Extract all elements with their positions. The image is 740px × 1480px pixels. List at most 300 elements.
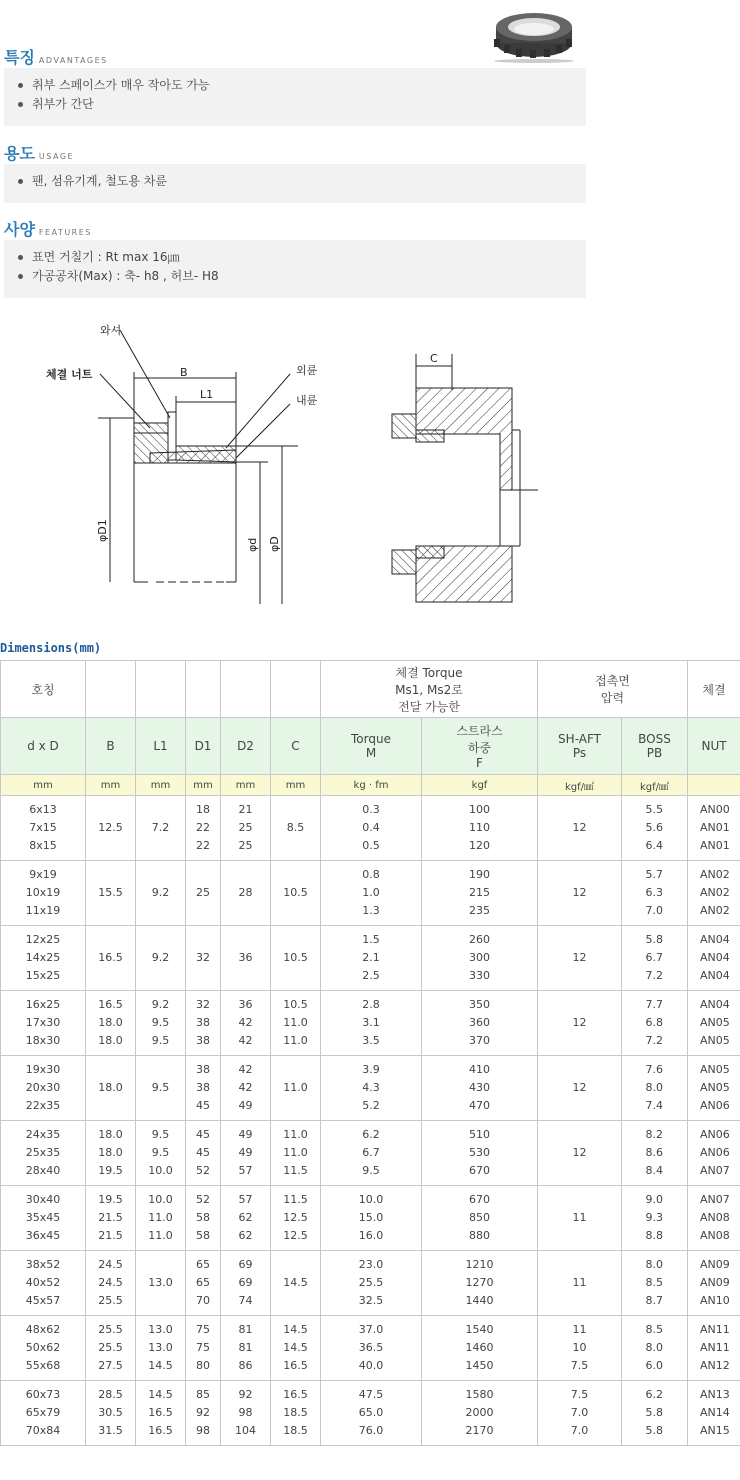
cell-value: AN01 [700, 839, 730, 852]
cell-value: AN05 [700, 1063, 730, 1076]
cell-value: 0.4 [362, 821, 380, 834]
cell-value: 21.5 [98, 1229, 123, 1242]
cell-m [321, 796, 422, 861]
cell-pb [622, 861, 688, 926]
header-row-2 [1, 718, 740, 775]
cell-value: 1.0 [362, 886, 380, 899]
cell-dxd [1, 1251, 86, 1316]
cell-value: 12 [572, 1016, 587, 1029]
drawing-dim-b: B [180, 366, 188, 379]
drawing-label-nut: 체결 너트 [46, 368, 93, 381]
cell-dxd [1, 1186, 86, 1251]
cell-value: 65x79 [25, 1406, 61, 1419]
cell-value: 8.5 [286, 821, 305, 834]
cell-dxd [1, 991, 86, 1056]
cell-d1 [186, 861, 221, 926]
cell-value: 11.0 [283, 1034, 308, 1047]
cell-d2 [221, 1251, 271, 1316]
cell-value: 104 [235, 1424, 256, 1437]
cell-value: 75 [196, 1323, 210, 1336]
cell-value: 32 [196, 951, 210, 964]
cell-value: 42 [238, 1081, 253, 1094]
cell-value: 9.5 [151, 1146, 170, 1159]
cell-value: 48x62 [25, 1323, 61, 1336]
cell-value: 9.0 [645, 1193, 664, 1206]
cell-value: 360 [469, 1016, 490, 1029]
cell-value: 190 [469, 868, 490, 881]
cell-value: 12.5 [98, 821, 123, 834]
cell-c [271, 861, 321, 926]
header-contact-group: 접촉면 압력 [538, 661, 688, 718]
units-row [1, 775, 740, 796]
cell-dxd [1, 1121, 86, 1186]
usage-item: 팬, 섬유기계, 철도용 차륜 [18, 172, 586, 191]
cell-value: 8.2 [645, 1128, 664, 1141]
cell-value: 11 [572, 1211, 587, 1224]
cell-value: 0.8 [362, 868, 380, 881]
cell-value: 45 [196, 1146, 210, 1159]
cell-value: 5.8 [645, 933, 664, 946]
cell-value: 38x52 [25, 1258, 61, 1271]
cell-f [422, 1186, 538, 1251]
cell-value: 8.0 [645, 1081, 664, 1094]
cell-value: 12 [572, 1081, 587, 1094]
cell-value: 330 [469, 969, 490, 982]
advantages-box [4, 68, 586, 126]
cell-value: AN04 [700, 933, 730, 946]
cell-value: 9.3 [645, 1211, 664, 1224]
cell-dxd [1, 861, 86, 926]
cell-value: 49 [238, 1128, 253, 1141]
cell-value: 5.8 [645, 1406, 664, 1419]
cell-value: 81 [238, 1341, 253, 1354]
cell-pb [622, 1316, 688, 1381]
cell-value: AN05 [700, 1034, 730, 1047]
cell-value: AN07 [700, 1193, 730, 1206]
cell-value: 7.5 [570, 1388, 589, 1401]
cell-value: 3.5 [362, 1034, 380, 1047]
cell-value: 6.0 [645, 1359, 664, 1372]
cell-value: 57 [238, 1193, 253, 1206]
advantages-item: 취부가 간단 [18, 95, 586, 114]
cell-value: 47.5 [358, 1388, 384, 1401]
cell-value: 25.5 [358, 1276, 384, 1289]
cell-value: 120 [469, 839, 490, 852]
cell-value: AN04 [700, 998, 730, 1011]
table-row-group [1, 861, 740, 926]
cell-b [86, 861, 136, 926]
cell-c [271, 796, 321, 861]
cell-m [321, 1121, 422, 1186]
header-fasten: 체결 [688, 661, 740, 718]
cell-value: 14.5 [148, 1388, 173, 1401]
cell-pb [622, 991, 688, 1056]
cell-value: 57 [238, 1164, 253, 1177]
cell-value: 25 [238, 821, 253, 834]
cell-value: AN12 [700, 1359, 730, 1372]
cell-value: 5.6 [645, 821, 664, 834]
table-row-group [1, 1121, 740, 1186]
cell-dxd [1, 926, 86, 991]
cell-value: 92 [238, 1388, 253, 1401]
cell-value: 9.5 [151, 1016, 170, 1029]
cell-c [271, 1121, 321, 1186]
cell-value: 6.4 [645, 839, 664, 852]
cell-value: 85 [196, 1388, 210, 1401]
cell-value: 16.0 [358, 1229, 384, 1242]
cell-d2 [221, 1316, 271, 1381]
cell-value: 3.1 [362, 1016, 380, 1029]
cell-value: 18.5 [283, 1424, 308, 1437]
cell-value: 16.5 [98, 998, 123, 1011]
cell-value: AN02 [700, 868, 730, 881]
cell-value: 215 [469, 886, 490, 899]
cell-c [271, 1186, 321, 1251]
cell-value: 670 [469, 1164, 490, 1177]
cell-value: 11.0 [283, 1081, 308, 1094]
cell-ps [538, 1121, 622, 1186]
cell-value: 98 [238, 1406, 253, 1419]
col-D1: D1 [186, 718, 221, 775]
cell-value: 17x30 [25, 1016, 61, 1029]
cell-value: 880 [469, 1229, 490, 1242]
header-name: 호칭 [1, 661, 86, 718]
cell-f [422, 1381, 538, 1446]
cell-b [86, 1056, 136, 1121]
cell-value: 16.5 [283, 1388, 308, 1401]
cell-ps [538, 861, 622, 926]
cell-value: 58 [196, 1211, 210, 1224]
cell-value: 7.5 [570, 1359, 589, 1372]
advantages-title: 특징 ADVANTAGES [4, 48, 108, 67]
col-nut: NUT [688, 718, 740, 775]
table-row-group [1, 926, 740, 991]
cell-value: 19.5 [98, 1193, 123, 1206]
cell-value: 8.5 [645, 1276, 664, 1289]
cell-value: 13.0 [148, 1341, 173, 1354]
cell-pb [622, 1381, 688, 1446]
cell-value: 5.8 [645, 1424, 664, 1437]
cell-l1 [136, 1251, 186, 1316]
cell-m [321, 1251, 422, 1316]
cell-value: 260 [469, 933, 490, 946]
cell-value: 5.7 [645, 868, 664, 881]
cell-value: 21.5 [98, 1211, 123, 1224]
cell-value: 35x45 [25, 1211, 61, 1224]
cell-nut [688, 1121, 740, 1186]
cell-b [86, 1251, 136, 1316]
cell-value: 11.5 [283, 1193, 308, 1206]
cell-c [271, 1316, 321, 1381]
cell-value: 14.5 [283, 1276, 308, 1289]
cell-value: 31.5 [98, 1424, 123, 1437]
cell-ps [538, 926, 622, 991]
cell-value: 12.5 [283, 1211, 308, 1224]
cell-ps [538, 1316, 622, 1381]
unit-cell: mm [1, 775, 86, 796]
drawing-dim-phid: φd [246, 537, 259, 552]
cell-value: 7.2 [151, 821, 170, 834]
col-C: C [271, 718, 321, 775]
cell-f [422, 1251, 538, 1316]
cell-value: 24.5 [98, 1276, 123, 1289]
cell-value: 7.4 [645, 1099, 664, 1112]
cell-b [86, 1381, 136, 1446]
cell-d1 [186, 1121, 221, 1186]
cell-f [422, 926, 538, 991]
cell-value: 350 [469, 998, 490, 1011]
cell-value: 32.5 [358, 1294, 384, 1307]
cell-b [86, 796, 136, 861]
drawing-dim-c: C [430, 352, 438, 365]
unit-cell: mm [86, 775, 136, 796]
cell-value: 18 [196, 803, 210, 816]
cell-value: 13.0 [148, 1323, 173, 1336]
cell-value: 1.5 [362, 933, 380, 946]
cell-value: AN01 [700, 821, 730, 834]
cell-value: 6.2 [362, 1128, 380, 1141]
cell-value: 300 [469, 951, 490, 964]
cell-value: 21 [238, 803, 253, 816]
cell-value: 6.7 [645, 951, 664, 964]
cell-value: 8.7 [645, 1294, 664, 1307]
cell-value: 22 [196, 821, 210, 834]
col-boss: BOSS PB [622, 718, 688, 775]
unit-cell [688, 775, 740, 796]
cell-l1 [136, 1186, 186, 1251]
cell-value: 38 [196, 1034, 210, 1047]
cell-value: 7.7 [645, 998, 664, 1011]
cell-value: 14.5 [283, 1323, 308, 1336]
cell-value: 10x19 [25, 886, 61, 899]
cell-ps [538, 1251, 622, 1316]
drawing-label-washer: 와셔 [100, 324, 122, 337]
cell-value: 370 [469, 1034, 490, 1047]
cell-value: 27.5 [98, 1359, 123, 1372]
cell-value: 12 [572, 951, 587, 964]
cell-ps [538, 1056, 622, 1121]
cell-c [271, 1381, 321, 1446]
cell-value: 36.5 [358, 1341, 384, 1354]
drawing-label-inner: 내륜 [296, 394, 318, 407]
table-row-group [1, 796, 740, 861]
cell-value: 45 [196, 1128, 210, 1141]
col-dxD: d x D [1, 718, 86, 775]
table-row-group [1, 1381, 740, 1446]
cell-value: 13.0 [148, 1276, 173, 1289]
cell-value: 12 [572, 1146, 587, 1159]
cell-value: 38 [196, 1016, 210, 1029]
cell-value: 11.0 [283, 1016, 308, 1029]
cell-value: 18.0 [98, 1034, 123, 1047]
table-body [1, 796, 740, 1446]
cell-value: 2170 [465, 1424, 494, 1437]
cell-value: 1270 [465, 1276, 494, 1289]
cell-value: 8.0 [645, 1258, 664, 1271]
cell-value: 10 [572, 1341, 587, 1354]
cell-d2 [221, 1186, 271, 1251]
cell-value: AN08 [700, 1229, 730, 1242]
cell-dxd [1, 1316, 86, 1381]
usage-section [0, 136, 586, 206]
cell-value: 75 [196, 1341, 210, 1354]
cell-value: 19.5 [98, 1164, 123, 1177]
cell-value: 45 [196, 1099, 210, 1112]
drawing-dim-phiD: φD [268, 536, 281, 552]
table-row-group [1, 1316, 740, 1381]
cell-value: 58 [196, 1229, 210, 1242]
cell-value: 52 [196, 1164, 210, 1177]
cell-d1 [186, 1056, 221, 1121]
cell-value: 11x19 [25, 904, 61, 917]
cell-value: 1440 [465, 1294, 494, 1307]
cell-nut [688, 1251, 740, 1316]
cell-value: 6.7 [362, 1146, 380, 1159]
cell-value: 50x62 [25, 1341, 61, 1354]
cell-value: 25.5 [98, 1294, 123, 1307]
cell-value: 6.8 [645, 1016, 664, 1029]
cell-value: 2.1 [362, 951, 380, 964]
cell-l1 [136, 1381, 186, 1446]
cell-value: 7.2 [645, 1034, 664, 1047]
cell-ps [538, 991, 622, 1056]
cell-value: 32 [196, 998, 210, 1011]
cell-d1 [186, 1381, 221, 1446]
table-row-group [1, 991, 740, 1056]
cell-value: 235 [469, 904, 490, 917]
cell-value: 410 [469, 1063, 490, 1076]
cell-value: AN05 [700, 1016, 730, 1029]
cell-m [321, 926, 422, 991]
cell-pb [622, 926, 688, 991]
cell-value: 10.0 [358, 1193, 384, 1206]
cell-c [271, 1251, 321, 1316]
cell-value: AN13 [700, 1388, 730, 1401]
cell-value: 7.0 [645, 904, 664, 917]
usage-box [4, 164, 586, 203]
cell-value: 6x13 [29, 803, 57, 816]
cell-l1 [136, 1121, 186, 1186]
cell-c [271, 991, 321, 1056]
cell-f [422, 1056, 538, 1121]
cell-d1 [186, 1316, 221, 1381]
cell-d1 [186, 796, 221, 861]
cell-value: 25 [196, 886, 210, 899]
cell-value: 38 [196, 1063, 210, 1076]
cell-value: 42 [238, 1016, 253, 1029]
cell-d1 [186, 1251, 221, 1316]
features-box [4, 240, 586, 298]
cell-value: 18.0 [98, 1081, 123, 1094]
cell-value: 1210 [465, 1258, 494, 1271]
cell-m [321, 861, 422, 926]
cell-f [422, 1316, 538, 1381]
cell-dxd [1, 1381, 86, 1446]
cell-value: 28x40 [25, 1164, 61, 1177]
cell-d1 [186, 991, 221, 1056]
cell-value: 0.3 [362, 803, 380, 816]
cell-value: 1.3 [362, 904, 380, 917]
advantages-section [0, 40, 586, 130]
cell-value: 16.5 [98, 951, 123, 964]
drawing-dim-l1: L1 [200, 388, 214, 401]
cell-value: 7.0 [570, 1424, 589, 1437]
cell-value: AN11 [700, 1323, 730, 1336]
cell-d2 [221, 861, 271, 926]
cell-nut [688, 1056, 740, 1121]
cell-value: 37.0 [358, 1323, 384, 1336]
cell-value: AN15 [700, 1424, 730, 1437]
cell-value: 9.2 [151, 998, 170, 1011]
cell-value: AN05 [700, 1081, 730, 1094]
cell-value: 42 [238, 1034, 253, 1047]
cell-value: 92 [196, 1406, 210, 1419]
cell-value: 60x73 [25, 1388, 61, 1401]
cell-ps [538, 1186, 622, 1251]
cell-value: 7.2 [645, 969, 664, 982]
cell-value: 8.5 [645, 1323, 664, 1336]
cell-d1 [186, 926, 221, 991]
cell-value: 49 [238, 1099, 253, 1112]
cell-f [422, 796, 538, 861]
cell-value: 65.0 [358, 1406, 384, 1419]
cell-value: 12 [572, 886, 587, 899]
cell-value: 36 [238, 951, 253, 964]
cell-value: 8.0 [645, 1341, 664, 1354]
cell-value: 10.0 [148, 1164, 173, 1177]
unit-cell: mm [186, 775, 221, 796]
cell-value: 42 [238, 1063, 253, 1076]
cell-d2 [221, 796, 271, 861]
cell-value: 11.0 [148, 1229, 173, 1242]
features-section [0, 212, 586, 302]
cell-value: 470 [469, 1099, 490, 1112]
cell-value: 1450 [465, 1359, 494, 1372]
cell-value: 11.0 [148, 1211, 173, 1224]
cell-value: 15x25 [25, 969, 61, 982]
cell-ps [538, 796, 622, 861]
cell-value: 40x52 [25, 1276, 61, 1289]
cell-value: 28.5 [98, 1388, 123, 1401]
cell-value: 3.9 [362, 1063, 380, 1076]
cell-value: 12.5 [283, 1229, 308, 1242]
cell-value: 36 [238, 998, 253, 1011]
cell-value: 9.2 [151, 886, 170, 899]
drawing-dim-phid1: φD1 [96, 519, 109, 542]
unit-cell: mm [136, 775, 186, 796]
cell-b [86, 1121, 136, 1186]
cell-value: 25.5 [98, 1323, 123, 1336]
features-item: 표면 거칠기 : Rt max 16㎛ [18, 248, 586, 267]
usage-title: 용도 USAGE [4, 144, 75, 163]
cell-f [422, 991, 538, 1056]
cell-nut [688, 991, 740, 1056]
cell-value: AN09 [700, 1276, 730, 1289]
cell-d2 [221, 1381, 271, 1446]
col-D2: D2 [221, 718, 271, 775]
cell-value: 2.5 [362, 969, 380, 982]
cell-nut [688, 1186, 740, 1251]
cell-value: 25x35 [25, 1146, 61, 1159]
header-row-1 [1, 661, 740, 718]
cell-pb [622, 796, 688, 861]
cell-value: 7.6 [645, 1063, 664, 1076]
cell-value: AN06 [700, 1099, 730, 1112]
cell-value: 23.0 [358, 1258, 384, 1271]
table-row-group [1, 1186, 740, 1251]
cell-value: 850 [469, 1211, 490, 1224]
cell-value: 18.0 [98, 1016, 123, 1029]
